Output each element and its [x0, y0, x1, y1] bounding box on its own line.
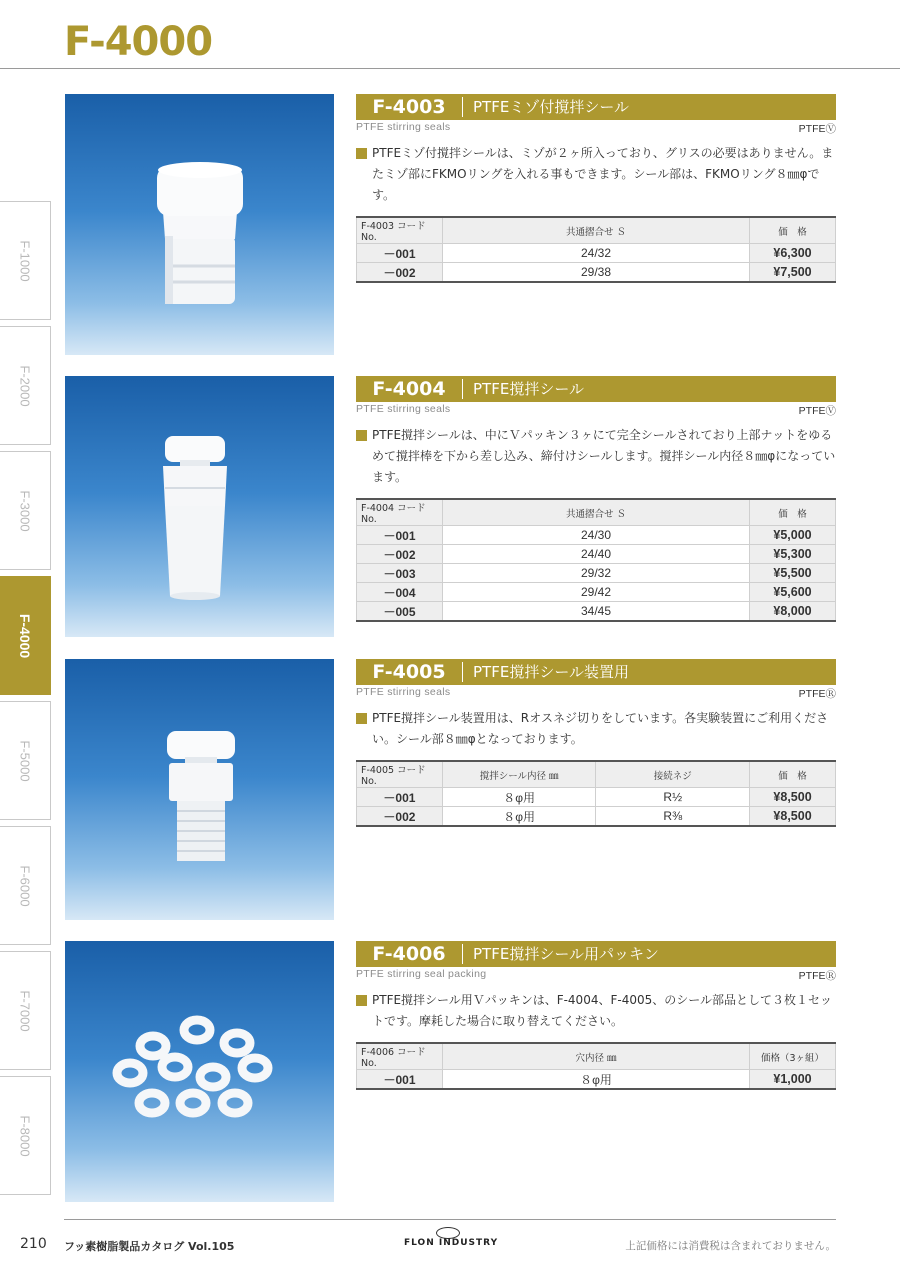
header-divider: [0, 68, 900, 69]
thread-size: R⅜: [596, 807, 750, 827]
product-title-bar: [356, 941, 836, 967]
table-row: [357, 1070, 836, 1090]
description-text: PTFE撹拌シール装置用は、Rオスネジ切りをしています。各実験装置にご利用ください。シール部８㎜φとなっております。: [372, 711, 829, 746]
product-section-f4006: [356, 941, 836, 1090]
column-header: F-4005 コードNo.: [357, 761, 443, 788]
table-header-row: [357, 1043, 836, 1070]
side-tab-f8000[interactable]: [0, 1076, 51, 1195]
table-row: [357, 807, 836, 827]
table-row: [357, 263, 836, 283]
product-section-f4005: [356, 659, 836, 827]
description-text: PTFEミゾ付撹拌シールは、ミゾが２ヶ所入っており、グリスの必要はありません。またミゾ部にFKMOリングを入れる事もできます。シール部は、FKMOリング８㎜φです。: [372, 146, 834, 202]
table-row: [357, 564, 836, 583]
catalog-name: フッ素樹脂製品カタログ Vol.105: [64, 1240, 235, 1253]
column-header: 共通摺合せ Ｓ: [443, 217, 750, 244]
product-description: [356, 425, 836, 488]
price: ¥8,000: [750, 602, 836, 622]
product-code: F-4004: [372, 378, 446, 400]
price: ¥8,500: [750, 788, 836, 807]
description-text: PTFE撹拌シールは、中にＶパッキン３ヶにて完全シールされており上部ナットをゆるめて撹拌棒を下から差し込み、締付けシールします。撹拌シール内径８㎜φになっています。: [372, 428, 836, 484]
side-tab-label: F-8000: [17, 1114, 33, 1157]
side-tab-label: F-2000: [17, 364, 33, 407]
joint-size: 34/45: [443, 602, 750, 622]
joint-size: 29/38: [443, 263, 750, 283]
price-table: [356, 760, 836, 827]
side-tab-label: F-4000: [17, 613, 33, 658]
product-title-bar: [356, 376, 836, 402]
table-row: [357, 244, 836, 263]
column-header: F-4003 コードNo.: [357, 217, 443, 244]
product-photo-f4004: [65, 376, 334, 637]
product-section-f4003: [356, 94, 836, 283]
side-tab-label: F-3000: [17, 489, 33, 532]
code-number: －003: [357, 564, 443, 583]
seal-inner-diameter: ８φ用: [442, 788, 596, 807]
joint-size: 29/32: [443, 564, 750, 583]
joint-size: 29/42: [443, 583, 750, 602]
page-number: 210: [20, 1236, 47, 1252]
product-photo-f4006: [65, 941, 334, 1202]
code-number: －002: [357, 263, 443, 283]
material-label: PTFEⓋ: [798, 405, 836, 417]
code-number: －005: [357, 602, 443, 622]
price: ¥6,300: [750, 244, 836, 263]
column-header: 価 格: [750, 761, 836, 788]
price-table: [356, 216, 836, 283]
brand-name: FLON INDUSTRY: [404, 1238, 499, 1248]
price: ¥1,000: [750, 1070, 836, 1090]
side-tab-f4000[interactable]: [0, 576, 51, 695]
side-tab-label: F-7000: [17, 989, 33, 1032]
thread-size: R½: [596, 788, 750, 807]
column-header: 撹拌シール内径 ㎜: [442, 761, 596, 788]
side-tab-label: F-5000: [17, 739, 33, 782]
side-tab-f7000[interactable]: [0, 951, 51, 1070]
product-photo-f4005: [65, 659, 334, 920]
product-name: PTFEミゾ付撹拌シール: [473, 98, 630, 116]
product-description: [356, 143, 836, 206]
code-number: －004: [357, 583, 443, 602]
product-code: F-4005: [372, 661, 446, 683]
title-divider: [462, 662, 463, 682]
product-subtitle: PTFE stirring seals: [356, 686, 451, 698]
table-row: [357, 788, 836, 807]
price: ¥5,300: [750, 545, 836, 564]
product-title-bar: [356, 94, 836, 120]
price: ¥8,500: [750, 807, 836, 827]
table-header-row: [357, 217, 836, 244]
side-tab-f5000[interactable]: [0, 701, 51, 820]
product-name: PTFE撹拌シール: [473, 380, 585, 398]
tax-notice: 上記価格には消費税は含まれておりません。: [625, 1240, 836, 1252]
material-label: PTFEⓋ: [798, 123, 836, 135]
product-description: [356, 708, 836, 750]
table-header-row: [357, 761, 836, 788]
description-text: PTFE撹拌シール用Ｖパッキンは、F-4004、F-4005、のシール部品として３枚１セットです。摩耗した場合に取り替えてください。: [372, 993, 832, 1028]
product-name: PTFE撹拌シール用パッキン: [473, 945, 659, 963]
table-row: [357, 583, 836, 602]
bullet-square-icon: [356, 148, 367, 159]
title-divider: [462, 379, 463, 399]
price: ¥5,500: [750, 564, 836, 583]
product-subtitle: PTFE stirring seals: [356, 121, 451, 133]
code-number: －001: [357, 788, 443, 807]
code-number: －001: [357, 526, 443, 545]
price-table: [356, 498, 836, 622]
product-subtitle: PTFE stirring seals: [356, 403, 451, 415]
column-header: F-4004 コードNo.: [357, 499, 443, 526]
side-tab-label: F-6000: [17, 864, 33, 907]
material-label: PTFEⓇ: [798, 688, 836, 700]
seal-inner-diameter: ８φ用: [442, 807, 596, 827]
product-title-bar: [356, 659, 836, 685]
title-divider: [462, 97, 463, 117]
side-tab-label: F-1000: [17, 239, 33, 282]
price-table: [356, 1042, 836, 1090]
column-header: 価 格: [750, 499, 836, 526]
column-header: 価 格: [750, 217, 836, 244]
column-header: 共通摺合せ Ｓ: [443, 499, 750, 526]
column-header: 接続ネジ: [596, 761, 750, 788]
hole-inner-diameter: ８φ用: [443, 1070, 750, 1090]
joint-size: 24/40: [443, 545, 750, 564]
side-tab-f1000[interactable]: [0, 201, 51, 320]
product-description: [356, 990, 836, 1032]
side-tab-f6000[interactable]: [0, 826, 51, 945]
material-label: PTFEⓇ: [798, 970, 836, 982]
table-row: [357, 526, 836, 545]
price: ¥5,600: [750, 583, 836, 602]
joint-size: 24/30: [443, 526, 750, 545]
table-header-row: [357, 499, 836, 526]
bullet-square-icon: [356, 430, 367, 441]
table-row: [357, 602, 836, 622]
column-header: F-4006 コードNo.: [357, 1043, 443, 1070]
footer-divider: [64, 1219, 836, 1220]
bullet-square-icon: [356, 713, 367, 724]
product-code: F-4006: [372, 943, 446, 965]
price: ¥5,000: [750, 526, 836, 545]
product-photo-f4003: [65, 94, 334, 355]
bullet-square-icon: [356, 995, 367, 1006]
side-tab-f2000[interactable]: [0, 326, 51, 445]
page-title: F-4000: [64, 19, 213, 65]
price: ¥7,500: [750, 263, 836, 283]
table-row: [357, 545, 836, 564]
product-name: PTFE撹拌シール装置用: [473, 663, 630, 681]
product-section-f4004: [356, 376, 836, 622]
column-header: 穴内径 ㎜: [443, 1043, 750, 1070]
product-code: F-4003: [372, 96, 446, 118]
brand-logo: [404, 1227, 499, 1253]
code-number: －002: [357, 807, 443, 827]
joint-size: 24/32: [443, 244, 750, 263]
side-tab-f3000[interactable]: [0, 451, 51, 570]
code-number: －002: [357, 545, 443, 564]
product-subtitle: PTFE stirring seal packing: [356, 968, 487, 980]
title-divider: [462, 944, 463, 964]
code-number: －001: [357, 1070, 443, 1090]
code-number: －001: [357, 244, 443, 263]
column-header: 価格（3ヶ組）: [750, 1043, 836, 1070]
